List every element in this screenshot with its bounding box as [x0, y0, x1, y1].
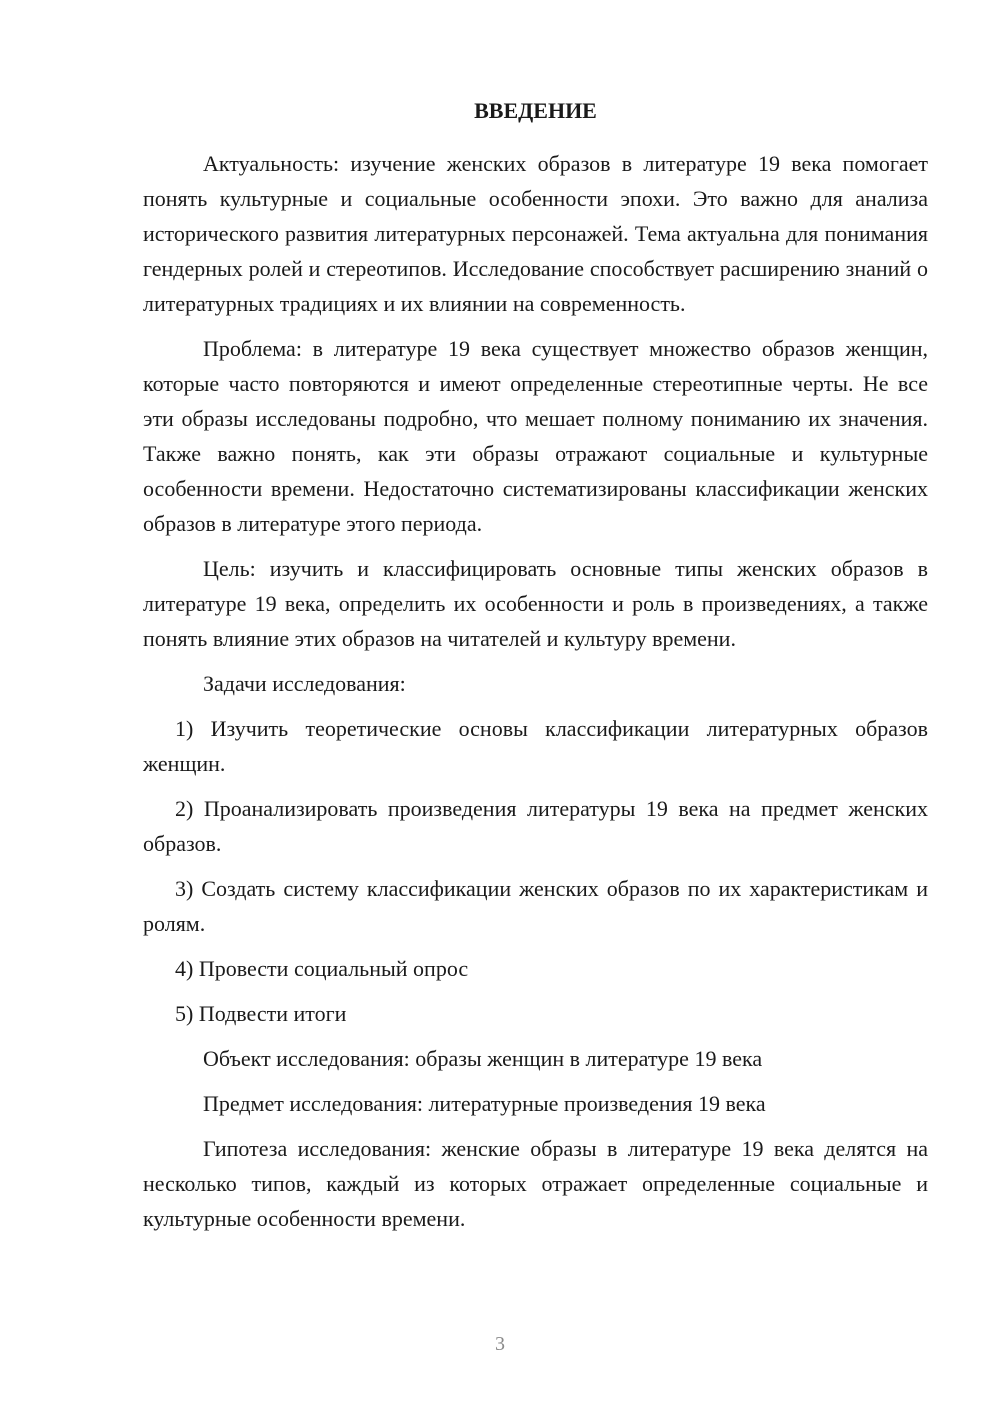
object-paragraph: Объект исследования: образы женщин в литературе 19 века: [203, 1046, 763, 1071]
problem-paragraph: Проблема: в литературе 19 века существует множество образов женщин, которые часто повторяются и имеют определенные стереотипные черты. Не все эти образы исследованы подробно, что мешает полному пониманию их значения. Также важно понять, как эти образы отражают социальные и культурные особенности времени. Недостаточно систематизированы классификации женских образов в литературе этого периода.: [143, 336, 928, 536]
task-item-5: 5) Подвести итоги: [175, 1001, 347, 1026]
tasks-heading: Задачи исследования:: [203, 671, 406, 696]
task-item-4: 4) Провести социальный опрос: [175, 956, 469, 981]
subject-paragraph: Предмет исследования: литературные произведения 19 века: [203, 1091, 766, 1116]
task-item-1: 1) Изучить теоретические основы классификации литературных образов женщин.: [143, 716, 928, 776]
document-page: [143, 94, 928, 1246]
task-item-2: 2) Проанализировать произведения литературы 19 века на предмет женских образов.: [143, 796, 928, 856]
task-item-3: 3) Создать систему классификации женских образов по их характеристикам и ролям.: [143, 876, 928, 936]
relevance-paragraph: Актуальность: изучение женских образов в литературе 19 века помогает понять культурные и социальные особенности эпохи. Это важно для анализа исторического развития литературных персонажей. Тема актуальна для понимания гендерных ролей и стереотипов. Исследование способствует расширению знаний о литературных традициях и их влиянии на современность.: [143, 151, 928, 316]
page-title: ВВЕДЕНИЕ: [474, 98, 597, 123]
page-number: 3: [495, 1333, 505, 1355]
hypothesis-paragraph: Гипотеза исследования: женские образы в литературе 19 века делятся на несколько типов, каждый из которых отражает определенные социальные и культурные особенности времени.: [143, 1136, 928, 1231]
goal-paragraph: Цель: изучить и классифицировать основные типы женских образов в литературе 19 века, определить их особенности и роль в произведениях, а также понять влияние этих образов на читателей и культуру времени.: [143, 556, 928, 651]
